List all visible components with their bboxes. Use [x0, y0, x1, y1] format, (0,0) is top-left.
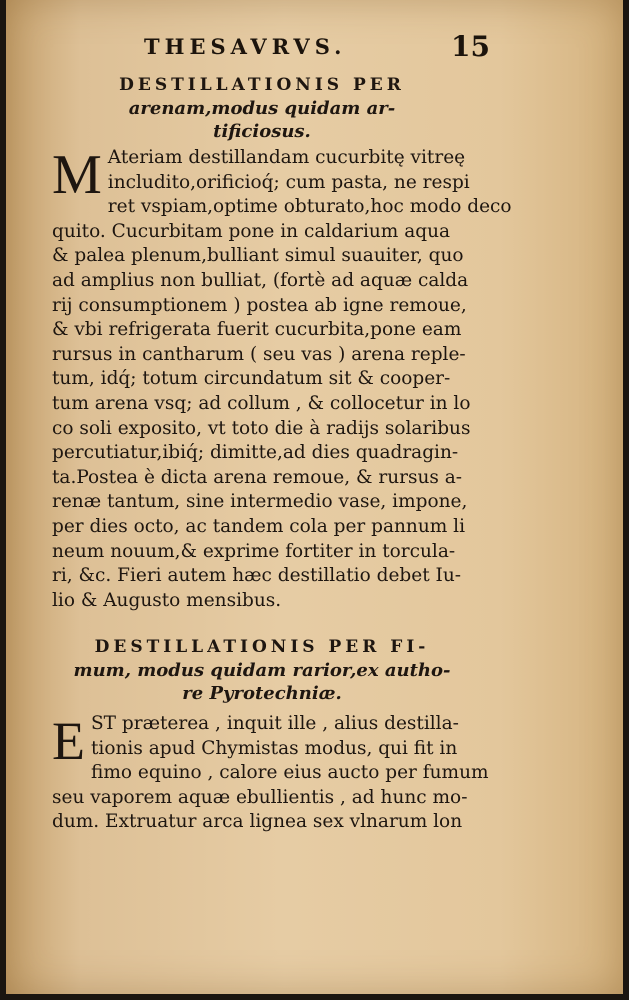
- section-2-heading: [52, 636, 472, 705]
- section-2-heading-line-3: re Pyrotechniæ.: [182, 683, 342, 704]
- paragraph-line: ri, &c. Fieri autem hæc destillatio debet Iu-: [52, 565, 461, 587]
- paragraph-line: neum nouum,& exprime fortiter in torcula-: [52, 540, 456, 562]
- page-header: [6, 32, 623, 62]
- section-2-paragraph: [52, 711, 489, 835]
- paragraph-line: & vbi refrigerata fuerit cucurbita,pone eam: [52, 319, 462, 341]
- paragraph-line: ad amplius non bulliat, (fortè ad aquæ calda: [52, 269, 469, 291]
- section-1-heading-line-3: tificiosus.: [213, 121, 311, 142]
- paragraph-line: Ateriam destillandam cucurbitę vitreę: [107, 147, 466, 168]
- paragraph-line: percutiatur,ibiq́; dimitte,ad dies quadragin-: [52, 442, 459, 464]
- paragraph-line: tum arena vsq; ad collum , & collocetur in lo: [52, 392, 471, 414]
- section-1-dropcap: M: [52, 144, 102, 206]
- paragraph-line: includito,orificioq́; cum pasta, ne respi: [107, 171, 470, 193]
- paragraph-line: quito. Cucurbitam pone in caldarium aqua: [52, 220, 451, 242]
- paragraph-line: dum. Extruatur arca lignea sex vlnarum lon: [52, 811, 463, 833]
- paragraph-line: fimo equino , calore eius aucto per fumum: [91, 762, 489, 784]
- paragraph-line: rursus in cantharum ( seu vas ) arena reple-: [52, 343, 466, 365]
- section-1-heading-line-2: arenam,modus quidam ar-: [128, 98, 396, 119]
- paragraph-line: ST præterea , inquit ille , alius destilla-: [91, 713, 459, 734]
- paragraph-line: & palea plenum,bulliant simul suauiter, quo: [52, 245, 464, 267]
- paragraph-line: tionis apud Chymistas modus, qui fit in: [91, 737, 458, 759]
- section-2-dropcap: E: [52, 711, 85, 771]
- paragraph-line: seu vaporem aquæ ebullientis , ad hunc mo-: [52, 786, 468, 808]
- paragraph-line: rij consumptionem ) postea ab igne remoue,: [52, 294, 467, 316]
- paragraph-line: ta.Postea è dicta arena remoue, & rursus a-: [52, 466, 463, 488]
- paragraph-line: renæ tantum, sine intermedio vase, impone,: [52, 491, 468, 513]
- paragraph-line: lio & Augusto mensibus.: [52, 589, 282, 611]
- section-1-paragraph: [52, 144, 512, 613]
- paragraph-line: per dies octo, ac tandem cola per pannum li: [52, 515, 466, 537]
- page-number: 15: [451, 30, 490, 63]
- section-2-heading-line-2: mum, modus quidam rarior,ex autho-: [73, 660, 451, 681]
- paragraph-line: co soli exposito, vt toto die à radijs solaribus: [52, 417, 471, 439]
- running-title: THESAVRVS.: [144, 34, 347, 59]
- paragraph-line: tum, idq́; totum circundatum sit & cooper-: [52, 368, 451, 390]
- section-1-heading: [52, 74, 472, 143]
- section-2-heading-line-1: DESTILLATIONIS PER FI-: [94, 637, 430, 657]
- paragraph-line: ret vspiam,optime obturato,hoc modo deco: [107, 196, 512, 218]
- section-1-heading-line-1: DESTILLATIONIS PER: [119, 75, 405, 95]
- book-page: [6, 0, 623, 994]
